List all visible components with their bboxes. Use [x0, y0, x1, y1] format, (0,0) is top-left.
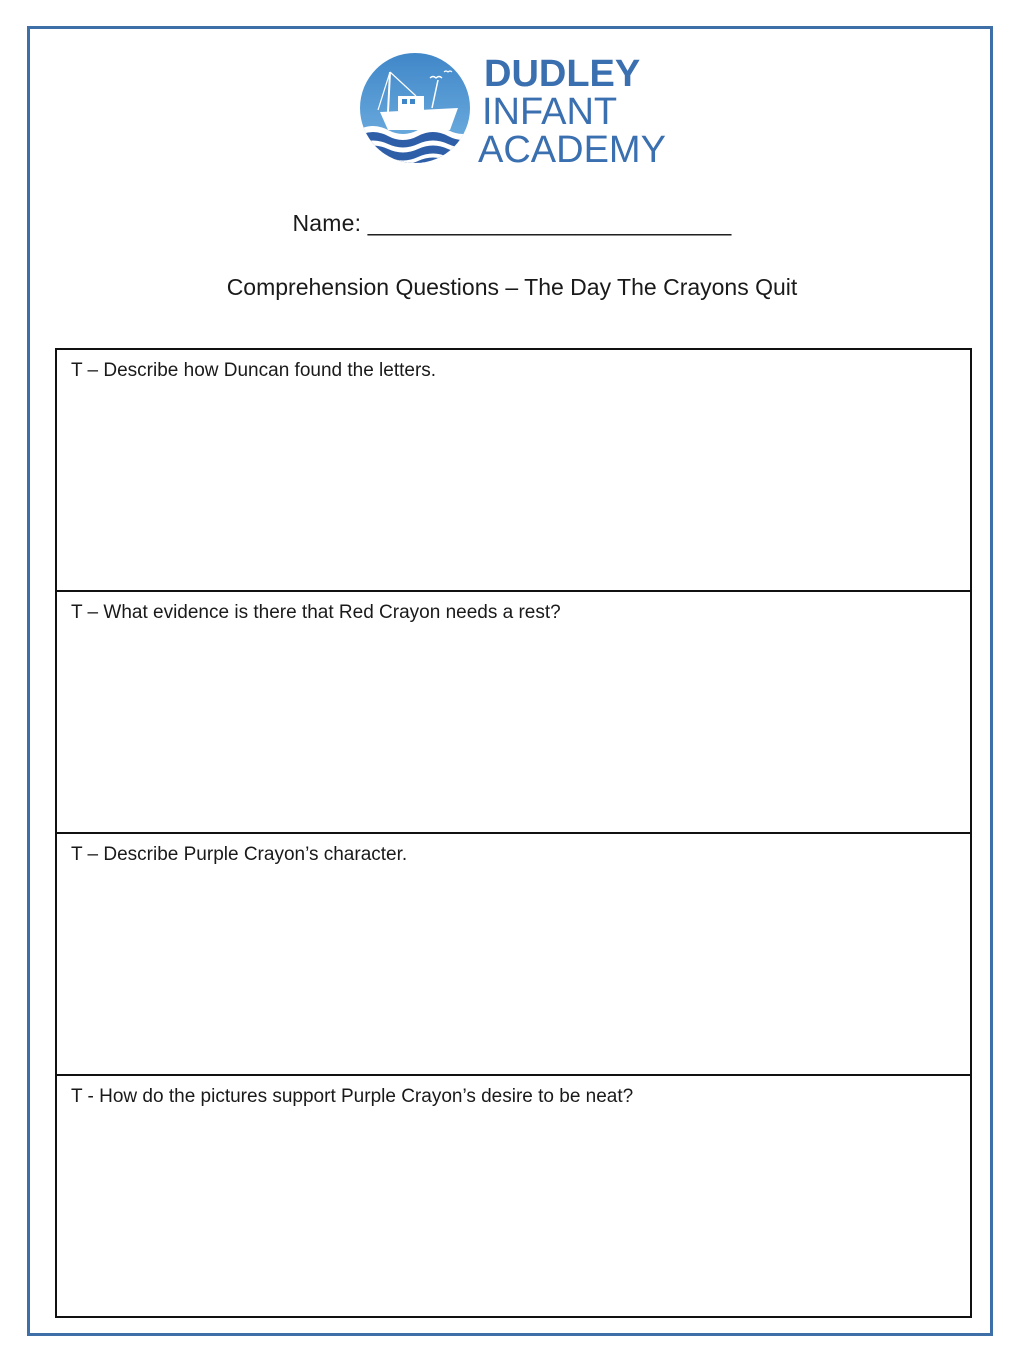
- boat-logo-icon: [358, 50, 668, 168]
- question-text: T – What evidence is there that Red Crayon needs a rest?: [71, 602, 561, 623]
- question-text: T - How do the pictures support Purple Crayon’s desire to be neat?: [71, 1086, 634, 1107]
- question-box[interactable]: [57, 834, 970, 1076]
- questions-table: [55, 348, 972, 1318]
- question-box[interactable]: [57, 592, 970, 834]
- name-field-label: Name: ____________________________: [292, 210, 732, 236]
- school-logo: [358, 50, 668, 168]
- logo-line-1: DUDLEY: [484, 53, 641, 95]
- question-text: T – Describe Purple Crayon’s character.: [71, 844, 408, 865]
- logo-line-2: INFANT: [482, 91, 618, 133]
- page-title: Comprehension Questions – The Day The Crayons Quit: [226, 274, 798, 300]
- question-box[interactable]: [57, 1076, 970, 1318]
- question-text: T – Describe how Duncan found the letters.: [71, 360, 437, 381]
- logo-line-3: ACADEMY: [478, 129, 666, 168]
- question-box[interactable]: [57, 350, 970, 592]
